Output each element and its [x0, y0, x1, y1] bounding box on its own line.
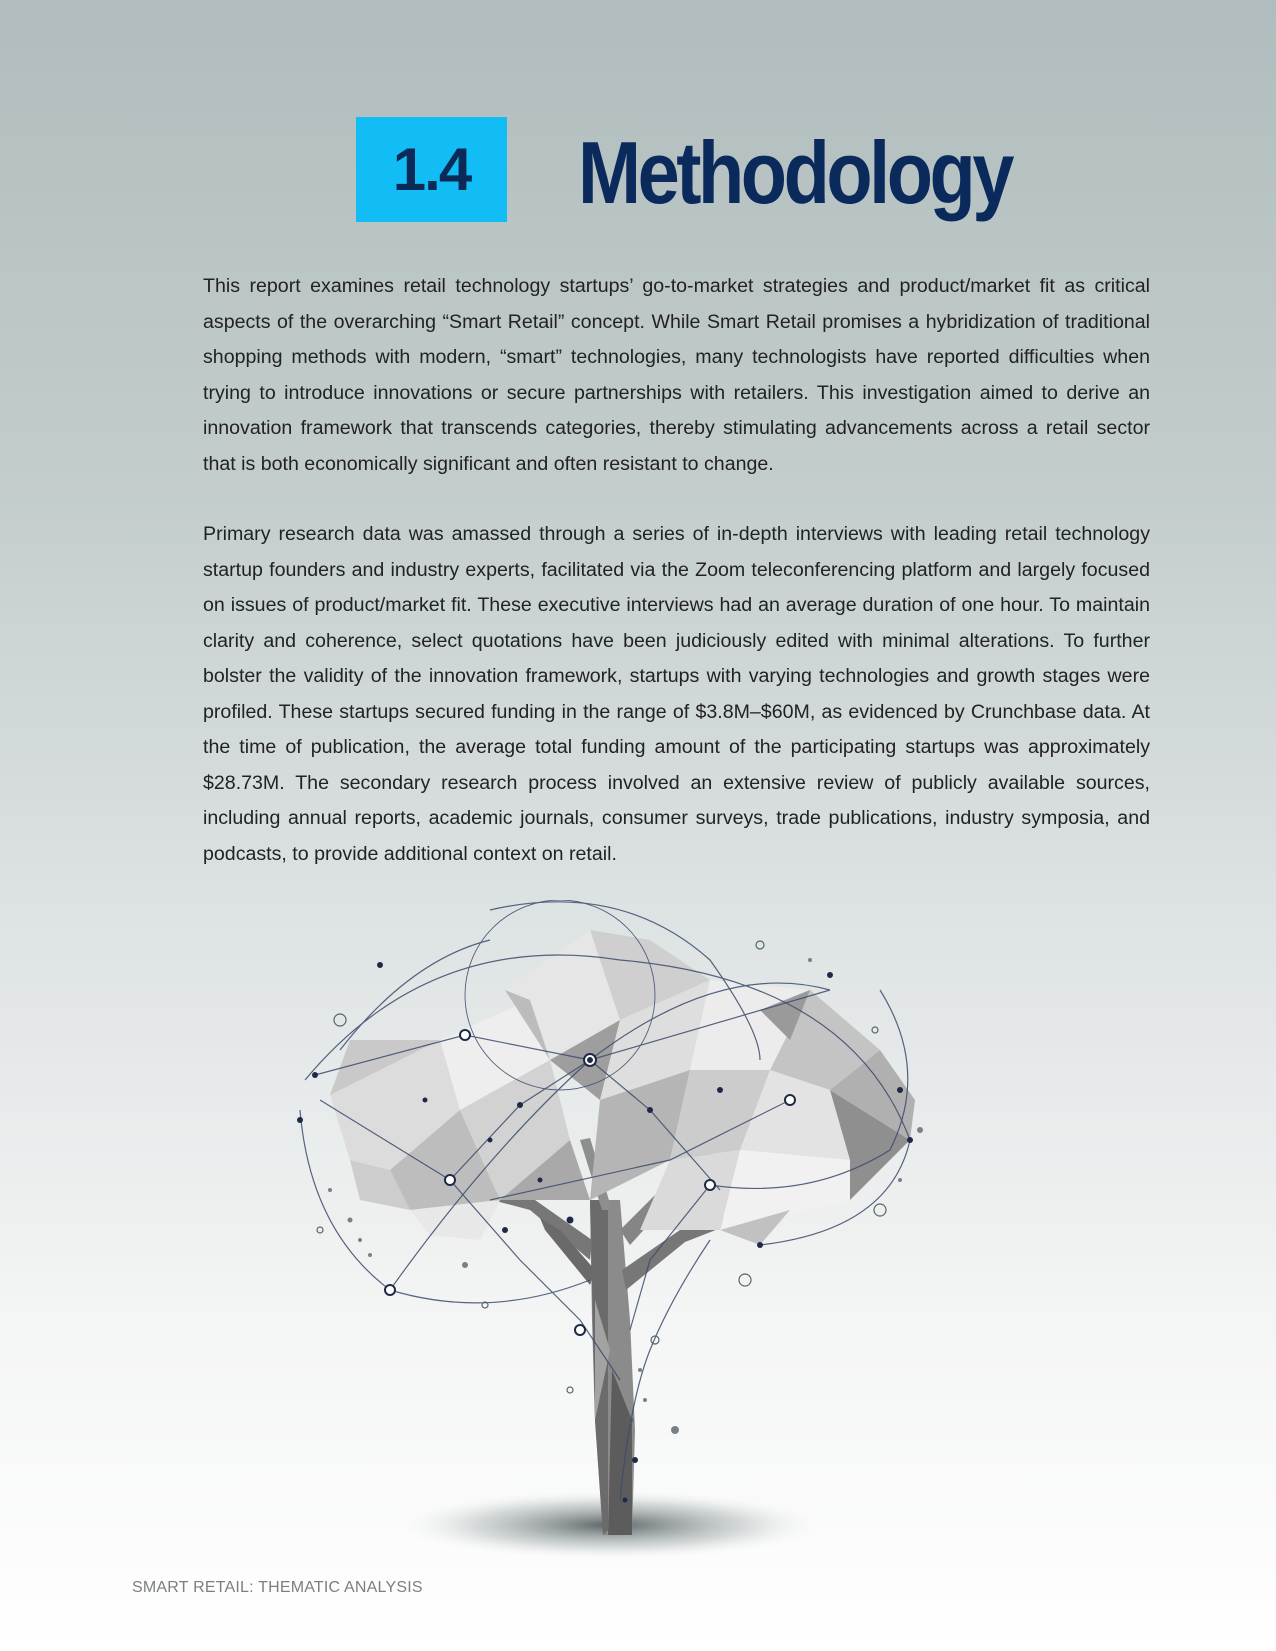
polygonal-network-tree-illustration: [290, 900, 990, 1560]
section-title: Methodology: [578, 123, 1011, 222]
section-number-badge: 1.4: [356, 117, 507, 222]
body-paragraph: Primary research data was amassed through a series of in-depth interviews with leading retail technology startup founders and industry experts, facilitated via the Zoom teleconferencing platform and largely focused on issues of product/market fit. These executive interviews had an average duration of one hour. To maintain clarity and coherence, select quotations have been judiciously edited with minimal alterations. To further bolster the validity of the innovation framework, startups with varying technologies and growth stages were profiled. These startups secured funding in the range of $3.8M–$60M, as evidenced by Crunchbase data. At the time of publication, the average total funding amount of the participating startups was approximately $28.73M. The secondary research process involved an extensive review of publicly available sources, including annual reports, academic journals, consumer surveys, trade publications, industry symposia, and podcasts, to provide additional context on retail.: [203, 523, 1150, 865]
page-footer: SMART RETAIL: THEMATIC ANALYSIS: [132, 1579, 423, 1596]
body-paragraph: This report examines retail technology startups’ go-to-market strategies and product/market fit as critical aspects of the overarching “Smart Retail” concept. While Smart Retail promises a hybridization of traditional shopping methods with modern, “smart” technologies, many technologists have reported difficulties when trying to introduce innovations or secure partnerships with retailers. This investigation aimed to derive an innovation framework that transcends categories, thereby stimulating advancements across a retail sector that is both economically significant and often resistant to change.: [203, 275, 1150, 475]
